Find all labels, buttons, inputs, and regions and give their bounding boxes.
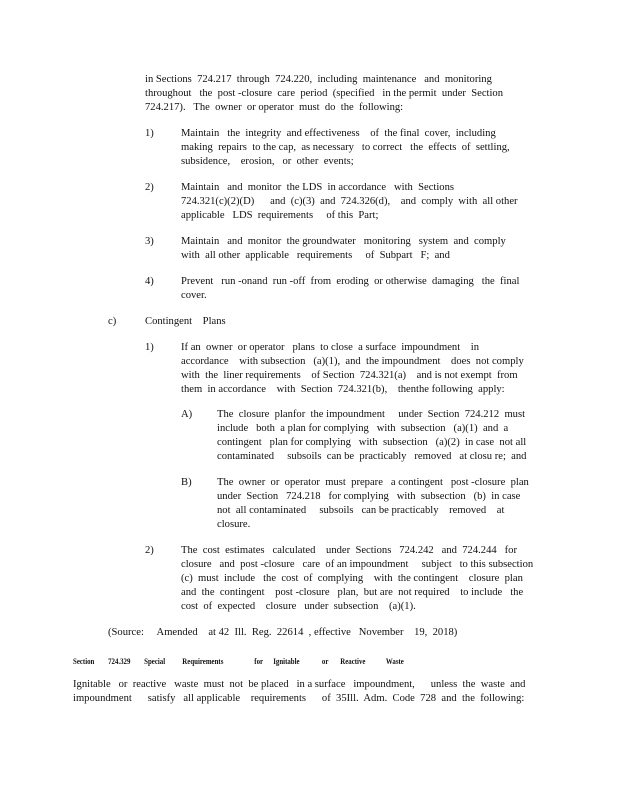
list-item-line: making repairs to the cap, as necessary to correct the effects of settling, [181, 142, 510, 153]
list-item-line: accordance with subsection (a)(1), and the impoundment does not comply [181, 356, 524, 367]
intro-line: in Sections 724.217 through 724.220, including maintenance and monitoring [145, 74, 492, 85]
list-item-line: cost of expected closure under subsection (a)(1). [181, 601, 416, 612]
list-item-line: and the contingent post -closure plan, but are not required to include the [181, 587, 524, 598]
list-item-line: subsidence, erosion, or other events; [181, 156, 354, 167]
sub-item-line: not all contaminated subsoils can be practicably removed at [217, 505, 505, 516]
list-item-line: cover. [181, 290, 207, 301]
sub-item-line: closure. [217, 519, 251, 530]
list-number: 1) [145, 128, 154, 139]
list-number: 3) [145, 236, 154, 247]
subsection-label: c) [108, 316, 117, 327]
section-heading: Section 724.329 Special Requirements for Ignitable or Reactive Waste [73, 657, 404, 666]
list-item-line: Maintain the integrity and effectiveness of the final cover, including [181, 128, 496, 139]
list-number: 2) [145, 545, 154, 556]
list-item-line: applicable LDS requirements of this Part; [181, 210, 379, 221]
list-number: 4) [145, 276, 154, 287]
list-item-line: Prevent run -onand run -off from eroding or otherwise damaging the final [181, 276, 520, 287]
body-line: Ignitable or reactive waste must not be placed in a surface impoundment, unless the waste and [73, 679, 526, 690]
sub-item-line: The closure planfor the impoundment under Section 724.212 must [217, 409, 526, 420]
sub-item-line: The owner or operator must prepare a contingent post -closure plan [217, 477, 529, 488]
intro-line: throughout the post -closure care period (specified in the permit under Section [145, 88, 504, 99]
sub-item-line: contingent plan for complying with subsection (a)(2) in case not all [217, 437, 527, 448]
body-line: impoundment satisfy all applicable requirements of 35Ill. Adm. Code 728 and the following: [73, 693, 525, 704]
list-item-line: The cost estimates calculated under Sections 724.242 and 724.244 for [181, 545, 517, 556]
sub-item-letter: B) [181, 477, 192, 488]
list-item-line: with all other applicable requirements of Subpart F; and [181, 250, 450, 261]
sub-item-line: contaminated subsoils can be practicably removed at closu re; and [217, 451, 527, 462]
list-number: 1) [145, 342, 154, 353]
subsection-title: Contingent Plans [145, 316, 226, 327]
list-item-line: with the liner requirements of Section 724.321(a) and is not exempt from [181, 370, 518, 381]
list-item-line: Maintain and monitor the LDS in accordance with Sections [181, 182, 455, 193]
sub-item-letter: A) [181, 409, 193, 420]
source-note: (Source: Amended at 42 Ill. Reg. 22614 , effective November 19, 2018) [108, 627, 458, 638]
list-item-line: closure and post -closure care of an impoundment subject to this subsection [181, 559, 534, 570]
sub-item-line: under Section 724.218 for complying with subsection (b) in case [217, 491, 521, 502]
list-item-line: (c) must include the cost of complying with the contingent closure plan [181, 573, 523, 584]
list-item-line: 724.321(c)(2)(D) and (c)(3) and 724.326(d), and comply with all other [181, 196, 518, 207]
sub-item-line: include both a plan for complying with subsection (a)(1) and a [217, 423, 509, 434]
list-item-line: them in accordance with Section 724.321(b), thenthe following apply: [181, 384, 505, 395]
list-item-line: If an owner or operator plans to close a surface impoundment in [181, 342, 480, 353]
list-item-line: Maintain and monitor the groundwater monitoring system and comply [181, 236, 506, 247]
intro-line: 724.217). The owner or operator must do the following: [145, 102, 404, 113]
list-number: 2) [145, 182, 154, 193]
